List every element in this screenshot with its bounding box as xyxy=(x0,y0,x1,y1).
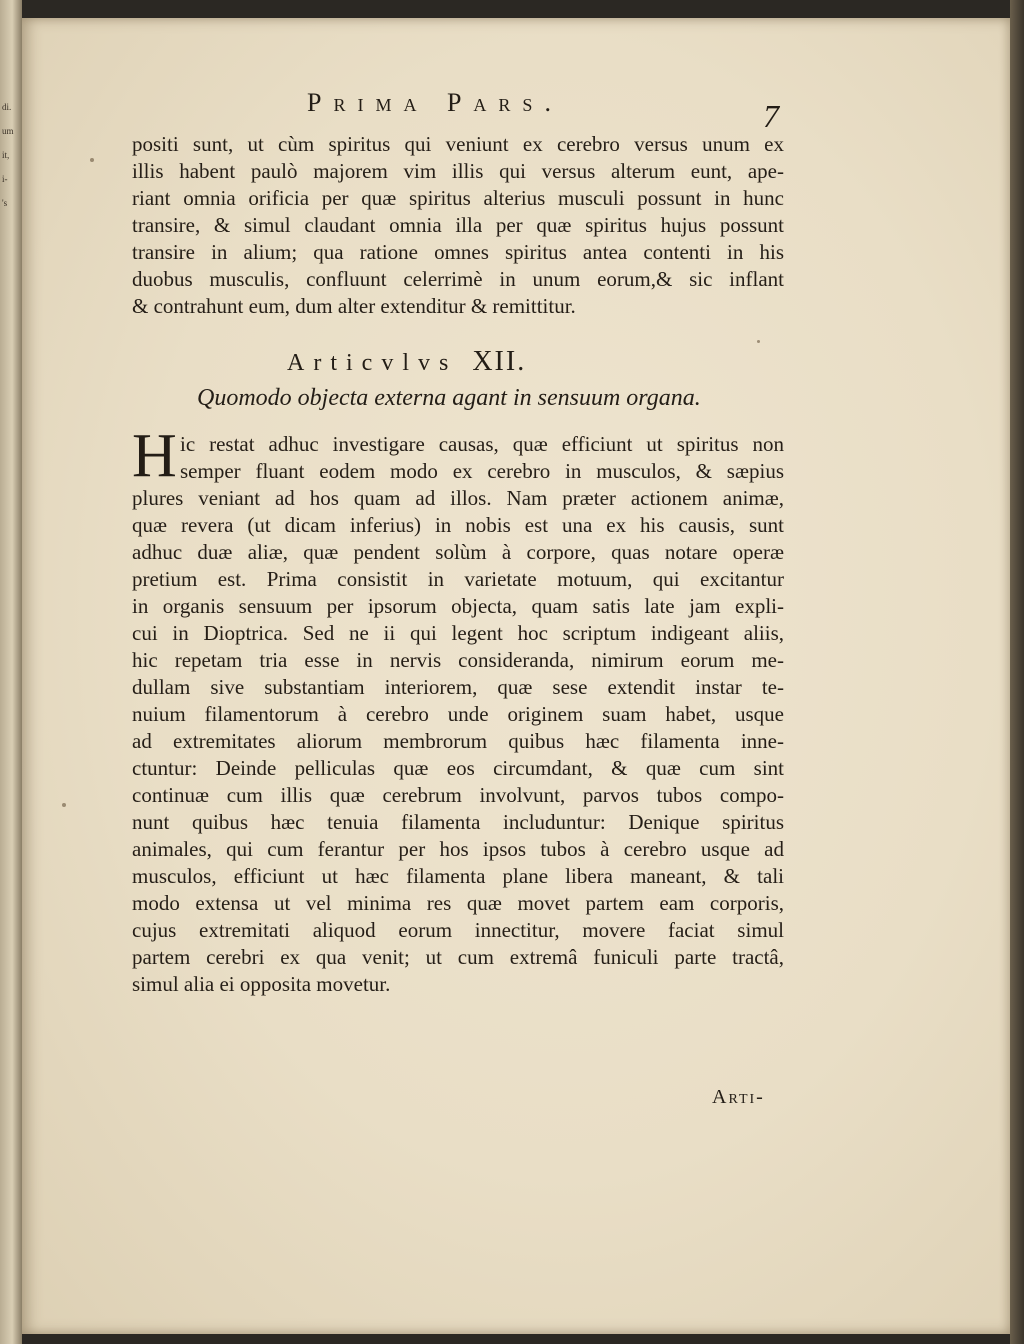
text-line: plures veniant ad hos quam ad illos. Nam præter actionem animæ, xyxy=(132,486,784,510)
text-line: hic repetam tria esse in nervis consideranda, nimirum eorum me- xyxy=(132,648,784,672)
article-word: Articvlvs xyxy=(287,350,458,376)
catchword: Arti- xyxy=(712,1086,765,1108)
text-line: nuium filamentorum à cerebro unde originem suam habet, usque xyxy=(132,702,784,726)
ink-speck xyxy=(90,158,94,162)
running-head: Prima Pars. xyxy=(307,88,563,117)
text-line: animales, qui cum ferantur per hos ipsos tubos à cerebro usque ad xyxy=(132,837,784,861)
text-line: cujus extremitati aliquod eorum innectitur, movere faciat simul xyxy=(132,918,784,942)
text-line: nunt quibus hæc tenuia filamenta includuntur: Denique spiritus xyxy=(132,810,784,834)
text-line: illis habent paulò majorem vim illis qui versus alterum eunt, ape- xyxy=(132,159,784,183)
facing-page-edge xyxy=(0,0,22,1344)
page-right-edge xyxy=(1010,0,1024,1344)
text-line: & contrahunt eum, dum alter extenditur & remittitur. xyxy=(132,294,576,318)
text-line: positi sunt, ut cùm spiritus qui veniunt ex cerebro versus unum ex xyxy=(132,132,784,156)
drop-cap: H xyxy=(132,422,177,490)
fragment-5: 's xyxy=(2,198,8,208)
article-heading xyxy=(287,346,526,378)
text-line: adhuc duæ aliæ, quæ pendent solùm à corpore, quas notare operæ xyxy=(132,540,784,564)
text-line: musculos, efficiunt ut hæc filamenta plane libera maneant, & tali xyxy=(132,864,784,888)
text-line: ctuntur: Deinde pelliculas quæ eos circumdant, & quæ cum sint xyxy=(132,756,784,780)
text-line: in organis sensuum per ipsorum objecta, quam satis late jam expli- xyxy=(132,594,784,618)
text-line: duobus musculis, confluunt celerrimè in unum eorum,& sic inflant xyxy=(132,267,784,291)
text-line: quæ revera (ut dicam inferius) in nobis est una ex his causis, sunt xyxy=(132,513,784,537)
fragment-1: di. xyxy=(2,102,12,112)
text-line: ic restat adhuc investigare causas, quæ efficiunt ut spiritus non xyxy=(180,432,784,456)
article-number: XII. xyxy=(472,346,527,377)
text-line: pretium est. Prima consistit in varietate motuum, qui excitantur xyxy=(132,567,784,591)
text-line: simul alia ei opposita movetur. xyxy=(132,972,391,996)
page-number: 7 xyxy=(763,98,779,134)
text-line: semper fluant eodem modo ex cerebro in musculos, & sæpius xyxy=(180,459,784,483)
text-line: riant omnia orificia per quæ spiritus alterius musculi possunt in hunc xyxy=(132,186,784,210)
text-line: partem cerebri ex qua venit; ut cum extremâ funiculi parte tractâ, xyxy=(132,945,784,969)
ink-speck xyxy=(757,340,760,343)
text-line: dullam sive substantiam interiorem, quæ sese extendit instar te- xyxy=(132,675,784,699)
text-line: transire in alium; qua ratione omnes spiritus antea contenti in his xyxy=(132,240,784,264)
ink-speck xyxy=(62,803,66,807)
fragment-2: um xyxy=(2,126,14,136)
text-line: ad extremitates aliorum membrorum quibus hæc filamenta inne- xyxy=(132,729,784,753)
fragment-4: i- xyxy=(2,174,8,184)
paragraph-continuation xyxy=(132,131,784,320)
text-line: continuæ cum illis quæ cerebrum involvunt, parvos tubos compo- xyxy=(132,783,784,807)
page-7 xyxy=(22,18,1010,1334)
facing-page-fragments xyxy=(2,95,20,215)
fragment-3: it, xyxy=(2,150,10,160)
text-line: cui in Dioptrica. Sed ne ii qui legent hoc scriptum indigeant aliis, xyxy=(132,621,784,645)
article-subheading: Quomodo objecta externa agant in sensuum organa. xyxy=(197,385,701,411)
text-line: transire, & simul claudant omnia illa per quæ spiritus hujus possunt xyxy=(132,213,784,237)
text-line: modo extensa ut vel minima res quæ movet partem eam corporis, xyxy=(132,891,784,915)
article-body xyxy=(132,431,784,998)
